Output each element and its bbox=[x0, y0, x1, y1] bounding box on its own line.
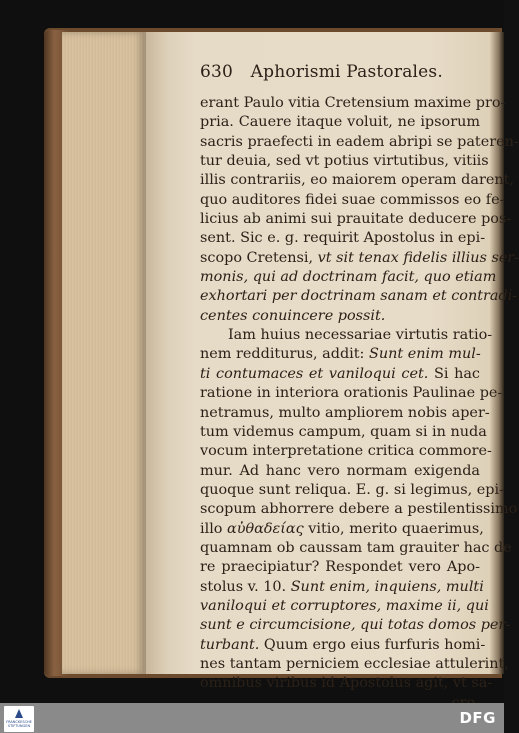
logo-mark-icon bbox=[15, 709, 23, 718]
text-line: tur deuia, sed vt potius virtutibus, vitiis bbox=[200, 153, 489, 170]
text-line: tum videmus campum, quam si in nuda bbox=[200, 423, 487, 440]
text-line: turbant. Quum ergo eius furfuris homi- bbox=[200, 636, 486, 653]
text-line: erant Paulo vitia Cretensium maxime pro- bbox=[200, 95, 506, 111]
page-gutter-shadow bbox=[490, 32, 504, 674]
text-line: ratione in interiora orationis Paulinae pe- bbox=[200, 385, 503, 402]
logo-text: FRANCKESCHE STIFTUNGEN bbox=[6, 720, 32, 728]
text-line: re praecipiatur? Respondet vero Apo- bbox=[200, 559, 480, 576]
text-line: nem redditurus, addit: Sunt enim mul- bbox=[200, 346, 481, 363]
text-line: ti contumaces et vaniloqui cet. Si hac bbox=[200, 365, 480, 382]
text-line: scopo Cretensi, vt sit tenax fidelis illius ser- bbox=[200, 249, 519, 266]
text-line: centes conuincere possit. bbox=[200, 307, 386, 324]
body-text bbox=[200, 94, 519, 713]
page-edges bbox=[62, 32, 146, 674]
text-line: scopum abhorrere debere a pestilentissimo bbox=[200, 501, 518, 518]
text-line: monis, qui ad doctrinam facit, quo etiam bbox=[200, 269, 497, 286]
text-line: omnibus viribus id Apostolus agit, vt sa- bbox=[200, 675, 493, 692]
text-line: sent. Sic e. g. requirit Apostolus in epi- bbox=[200, 230, 486, 247]
institution-logo[interactable] bbox=[4, 706, 34, 732]
text-line: vocum interpretatione critica commore- bbox=[200, 443, 492, 460]
text-line: pria. Cauere itaque voluit, ne ipsorum bbox=[200, 114, 480, 131]
running-header bbox=[200, 62, 480, 84]
text-line: mur. Ad hanc vero normam exigenda bbox=[200, 462, 480, 479]
text-line: quamnam ob caussam tam grauiter hac de bbox=[200, 539, 512, 556]
text-line: Iam huius necessariae virtutis ratio- bbox=[228, 327, 493, 344]
dfg-logo[interactable]: DFG bbox=[459, 709, 496, 727]
text-line: illo αὐθαδείας vitio, merito quaerimus, bbox=[200, 520, 484, 537]
text-line: vaniloqui et corruptores, maxime ii, qui bbox=[200, 597, 489, 614]
text-line: nes tantam perniciem ecclesiae attulerint, bbox=[200, 655, 509, 672]
page-title: Aphorismi Pastorales. bbox=[250, 62, 443, 82]
page-number: 630 bbox=[200, 62, 234, 82]
text-line: sunt e circumcisione, qui totas domos per- bbox=[200, 617, 511, 634]
text-line: stolus v. 10. Sunt enim, inquiens, multi bbox=[200, 578, 484, 595]
text-line: quoque sunt reliqua. E. g. si legimus, epi- bbox=[200, 481, 504, 498]
text-line: sacris praefecti in eadem abripi se pateren- bbox=[200, 133, 519, 150]
text-line: licius ab animi sui prauitate deducere pos- bbox=[200, 211, 512, 228]
text-line: illis contrariis, eo maiorem operam darent, bbox=[200, 172, 514, 189]
text-line: exhortari per doctrinam sanam et contradi- bbox=[200, 288, 518, 305]
text-line: netramus, multo ampliorem nobis aper- bbox=[200, 404, 490, 421]
text-line: quo auditores fidei suae commissos eo fe- bbox=[200, 191, 505, 208]
viewer-footer bbox=[0, 703, 504, 733]
